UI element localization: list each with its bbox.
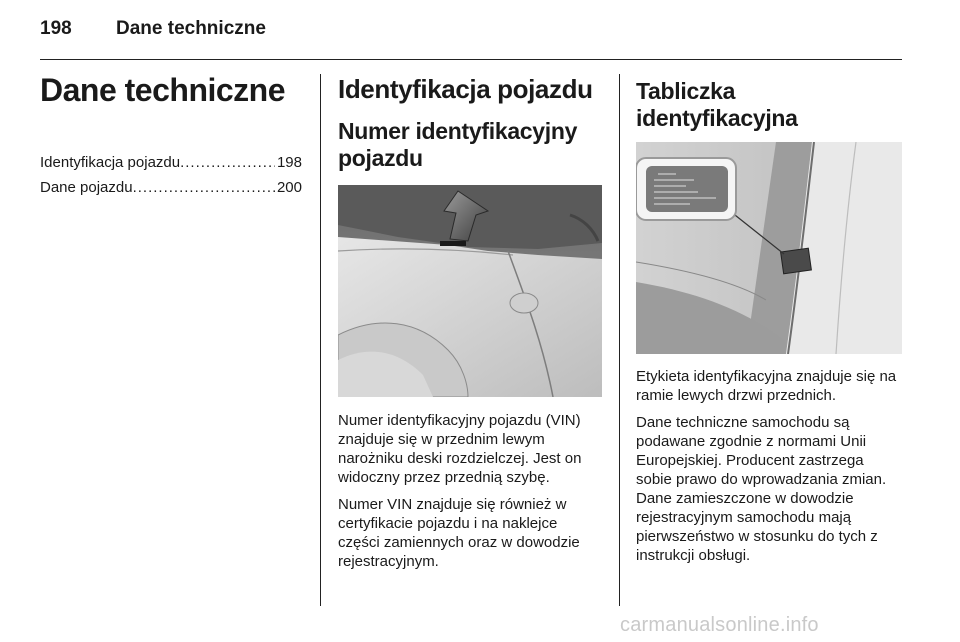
toc-column [40, 72, 302, 200]
vehicle-identification-column [338, 72, 602, 579]
table-of-contents [40, 150, 302, 200]
paragraph: Dane techniczne samochodu są podawane zgodnie z normami Unii Europejskiej. Producent zastrzega sobie prawo do wprowadzania zmian. Dane zamieszczone w dowodzie rejestracyjnym samochodu mają pierwszeństwo w stosunku do tych z instrukcji obsługi. [636, 414, 887, 564]
column-divider-1 [320, 74, 321, 606]
toc-entry-label: Dane pojazdu [40, 179, 133, 196]
toc-entry-page: 198 [276, 154, 302, 171]
identification-plate-illustration [636, 142, 902, 354]
toc-leader-dots [180, 150, 275, 175]
paragraph: Numer identyfikacyjny pojazdu (VIN) znajduje się w przednim lewym narożniku deski rozdzielczej. Jest on widoczny przez przednią szybę. [338, 412, 582, 486]
page-number: 198 [40, 18, 72, 39]
page-header [40, 14, 902, 44]
chapter-title: Dane techniczne [40, 72, 286, 108]
plate-description [636, 367, 902, 565]
vin-subheading [338, 118, 602, 172]
header-divider [40, 59, 902, 60]
toc-leader-dots [133, 175, 275, 200]
vin-car-drawing [338, 185, 602, 397]
vin-subheading-line: Numer identyfikacyjny [338, 118, 578, 144]
paragraph: Etykieta identyfikacyjna znajduje się na ramie lewych drzwi przednich. [636, 368, 897, 404]
header-title: Dane techniczne [116, 18, 266, 39]
toc-entry[interactable] [40, 175, 302, 200]
section-title: Identyfikacja pojazdu [338, 74, 593, 104]
column-divider-2 [619, 74, 620, 606]
watermark: carmanualsonline.info [620, 614, 819, 636]
toc-entry-page: 200 [276, 179, 302, 196]
section-title [636, 78, 902, 132]
toc-entry[interactable] [40, 150, 302, 175]
vin-description [338, 411, 602, 571]
paragraph: Numer VIN znajduje się również w certyfikacie pojazdu i na naklejce części zamiennych oraz w dowodzie rejestracyjnym. [338, 496, 580, 570]
vin-subheading-line: pojazdu [338, 145, 423, 171]
toc-entry-label: Identyfikacja pojazdu [40, 154, 181, 171]
vin-location-illustration [338, 185, 602, 397]
identification-plate-column [636, 72, 902, 573]
section-title-text: Tabliczka identyfikacyjna [636, 78, 798, 131]
door-frame-drawing [636, 142, 902, 354]
